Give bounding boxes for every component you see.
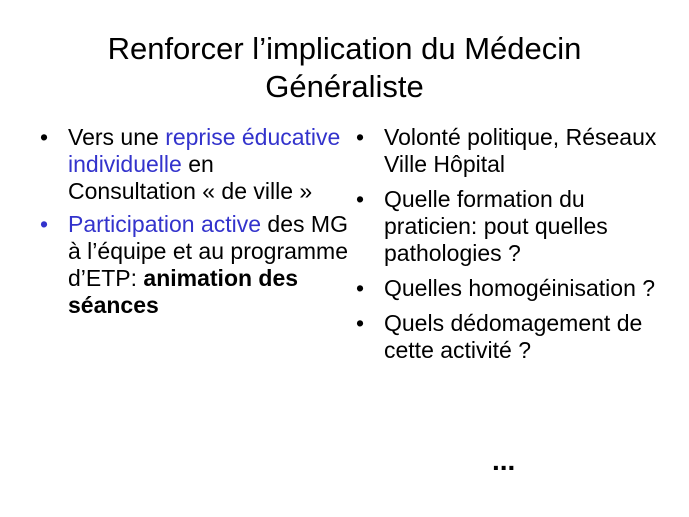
bullet-text-highlight: Participation active: [68, 211, 262, 237]
title-line-1: Renforcer l’implication du Médecin: [107, 31, 582, 66]
bullet-dot: •: [356, 275, 365, 301]
bullet-text-rest: des MG à l’équipe et au programme d’ETP:: [68, 211, 348, 291]
bullet-text-rest: en Consultation « de ville »: [68, 151, 313, 204]
bullet-text: Quels dédomagement de cette activité ?: [384, 310, 643, 363]
bullet-text: Quelle formation du praticien: pout quelles pathologies ?: [384, 186, 608, 266]
left-bullet-item-1: [38, 124, 348, 205]
slide-title: [20, 30, 669, 106]
left-bullet-item-2: [38, 211, 348, 319]
bullet-text: Volonté politique, Réseaux Ville Hôpital: [384, 124, 657, 177]
left-column: [38, 124, 348, 325]
bullet-text-plain: Vers une: [68, 124, 166, 150]
bullet-text-bold: animation des séances: [68, 265, 299, 318]
bullet-dot: •: [356, 310, 365, 336]
bullet-dot: •: [40, 124, 49, 150]
right-column: [354, 124, 674, 372]
right-bullet-item-2: [354, 186, 674, 267]
right-bullet-item-4: [354, 310, 674, 364]
bullet-dot: •: [356, 124, 365, 150]
bullet-dot: •: [356, 186, 365, 212]
right-bullet-item-3: [354, 275, 674, 302]
bullet-dot: •: [40, 211, 49, 237]
bullet-text: Quelles homogéinisation ?: [384, 275, 656, 301]
bullet-text-highlight: reprise éducative individuelle: [68, 124, 341, 177]
ellipsis-text: ...: [492, 445, 516, 476]
right-bullet-item-1: [354, 124, 674, 178]
title-line-2: Généraliste: [265, 69, 424, 104]
